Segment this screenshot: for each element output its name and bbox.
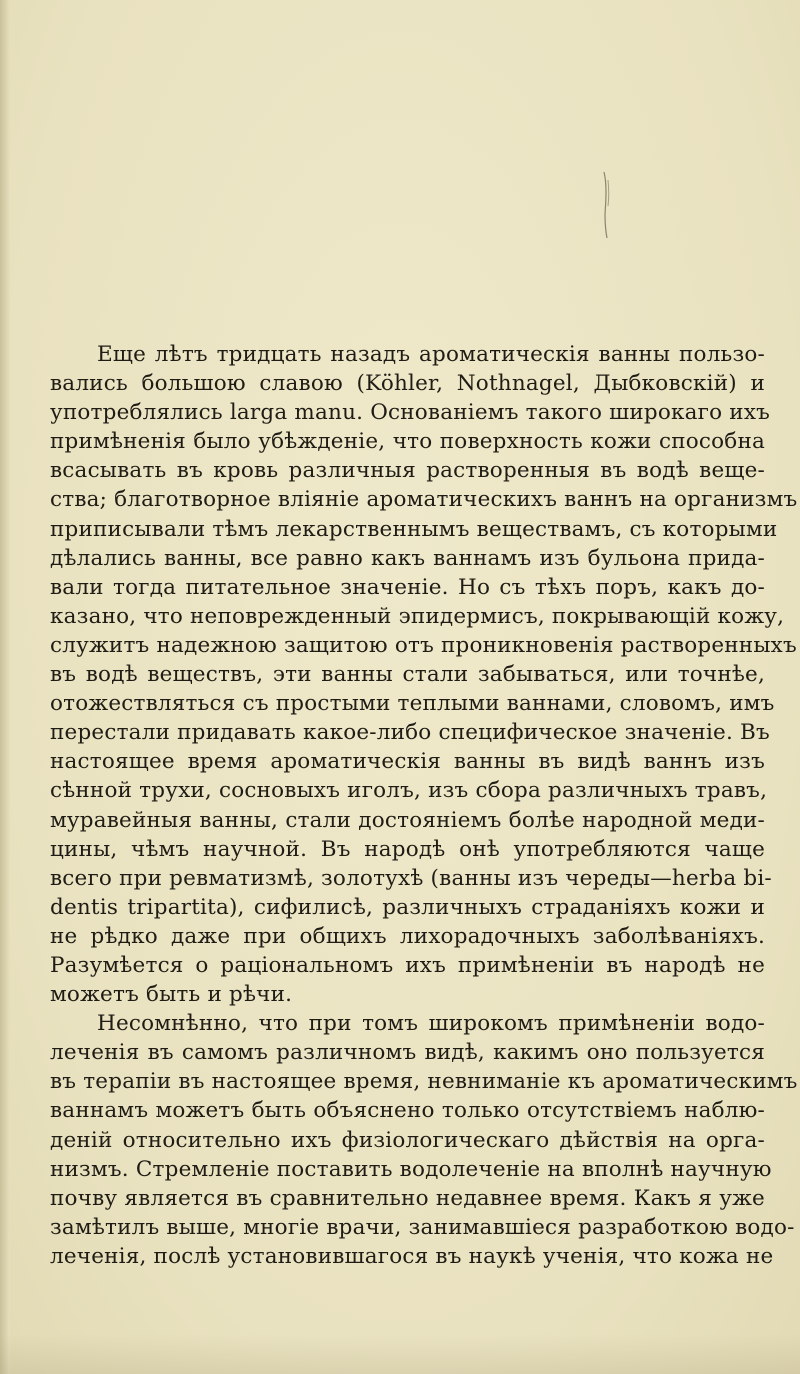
- text-line: въ водѣ веществъ, эти ванны стали забываться, или точнѣе,: [50, 662, 765, 688]
- text-line: низмъ. Стремленіе поставить водолеченіе на вполнѣ научную: [50, 1156, 772, 1182]
- text-line: муравейныя ванны, стали достояніемъ болѣе народной меди-: [50, 807, 765, 833]
- paragraph-2: [50, 1009, 798, 1271]
- paragraph-1: [50, 340, 798, 1009]
- text-line: Разумѣется о раціональномъ ихъ примѣненіи въ народѣ не: [50, 952, 765, 978]
- page-left-edge-shadow: [0, 0, 10, 1374]
- text-line: ваннамъ можетъ быть объяснено только отсутствіемъ наблю-: [50, 1098, 765, 1124]
- text-line: леченія въ самомъ различномъ видѣ, какимъ оно пользуется: [50, 1040, 765, 1066]
- text-line: деній относительно ихъ физіологическаго дѣйствія на орга-: [50, 1127, 765, 1153]
- pencil-mark-icon: [600, 170, 614, 240]
- text-line: приписывали тѣмъ лекарственнымъ веществамъ, съ которыми: [50, 516, 778, 542]
- text-line: вались большою славою (Köhler, Nothnagel, Дыбковскій) и: [50, 371, 765, 397]
- text-line: всего при ревматизмѣ, золотухѣ (ванны изъ череды—herba bi-: [50, 865, 772, 891]
- text-line: служитъ надежною защитою отъ проникновенія растворенныхъ: [50, 632, 797, 658]
- text-line: можетъ быть и рѣчи.: [50, 982, 293, 1008]
- text-line: отожествляться съ простыми теплыми ваннами, словомъ, имъ: [50, 691, 775, 717]
- text-line: въ терапіи въ настоящее время, невниманіе къ ароматическимъ: [50, 1069, 798, 1095]
- text-line: ства; благотворное вліяніе ароматическихъ ваннъ на организмъ: [50, 487, 798, 513]
- page-bottom-stain: [0, 1334, 800, 1374]
- text-line: Несомнѣнно, что при томъ широкомъ примѣненіи водо-: [97, 1011, 765, 1037]
- document-text: [50, 340, 798, 1271]
- text-line: вали тогда питательное значеніе. Но съ тѣхъ поръ, какъ до-: [50, 574, 765, 600]
- text-line: не рѣдко даже при общихъ лихорадочныхъ заболѣваніяхъ.: [50, 923, 765, 949]
- text-line: сѣнной трухи, сосновыхъ иголъ, изъ сбора различныхъ травъ,: [50, 778, 768, 804]
- text-line: казано, что неповрежденный эпидермисъ, покрывающій кожу,: [50, 603, 785, 629]
- text-line: цины, чѣмъ научной. Въ народѣ онѣ употребляются чаще: [50, 836, 765, 862]
- text-line: всасывать въ кровь различныя растворенныя въ водѣ веще-: [50, 458, 765, 484]
- text-line: почву является въ сравнительно недавнее время. Какъ я уже: [50, 1185, 765, 1211]
- text-line: леченія, послѣ установившагося въ наукѣ ученія, что кожа не: [50, 1243, 774, 1269]
- text-line: замѣтилъ выше, многіе врачи, занимавшіеся разработкою водо-: [50, 1214, 795, 1240]
- text-line: настоящее время ароматическія ванны въ видѣ ваннъ изъ: [50, 749, 765, 775]
- text-line: dentis tripartita), сифилисѣ, различныхъ страданіяхъ кожи и: [50, 894, 765, 920]
- text-line: перестали придавать какое-либо специфическое значеніе. Въ: [50, 720, 770, 746]
- text-line: употреблялись larga manu. Основаніемъ такого широкаго ихъ: [50, 400, 771, 426]
- text-line: дѣлались ванны, все равно какъ ваннамъ изъ бульона прида-: [50, 545, 765, 571]
- text-line: Еще лѣтъ тридцать назадъ ароматическія ванны пользо-: [97, 342, 765, 367]
- text-line: примѣненія было убѣжденіе, что поверхность кожи способна: [50, 429, 765, 455]
